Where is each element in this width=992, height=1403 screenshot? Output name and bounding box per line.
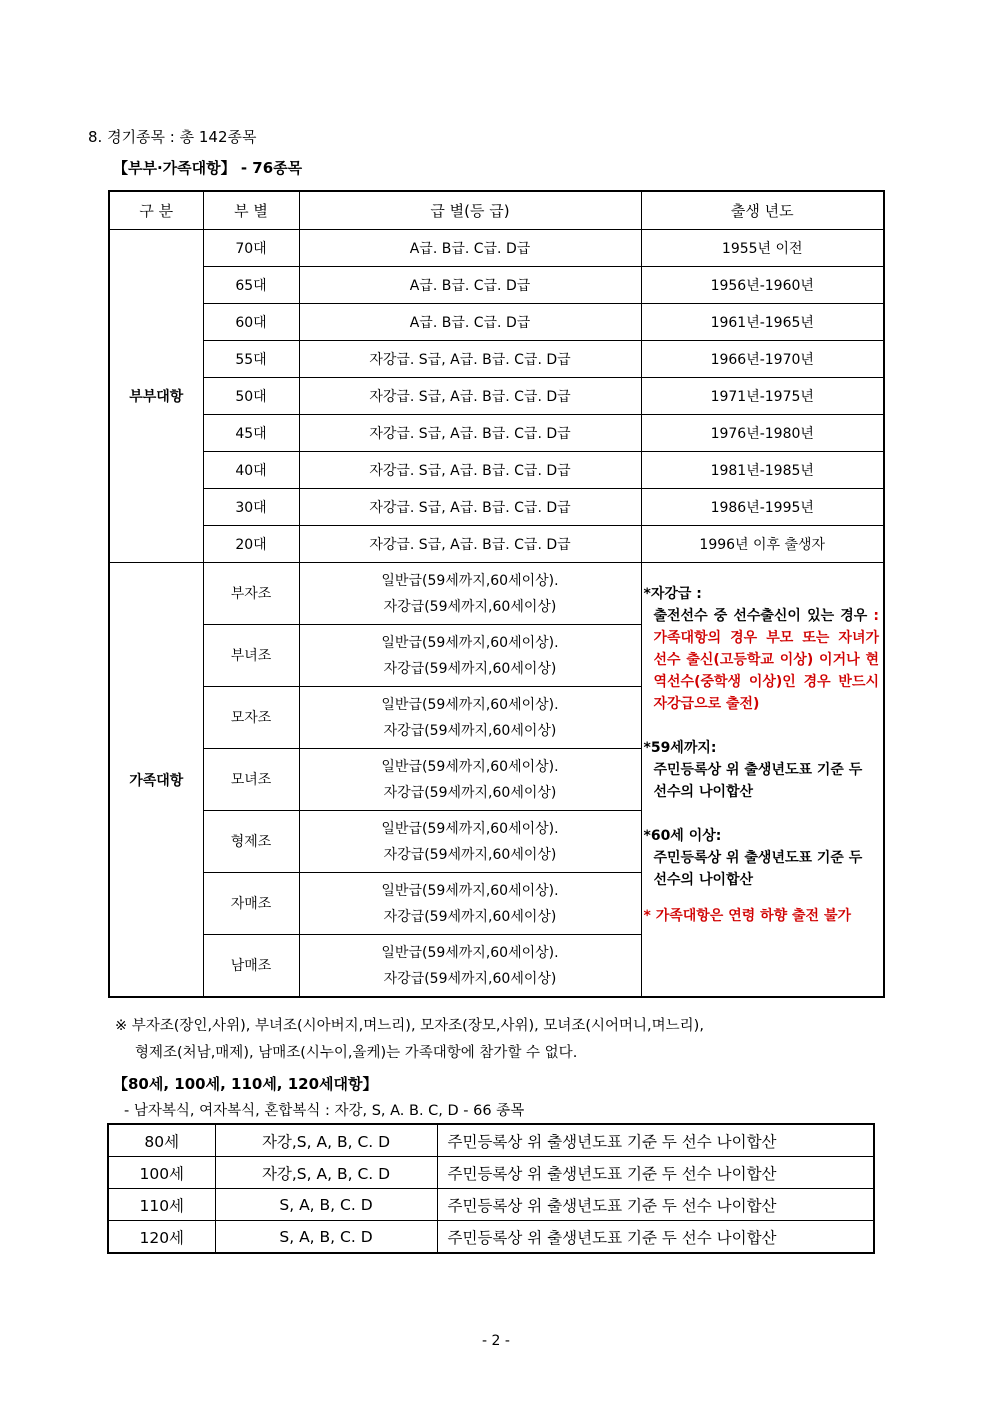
grade-cell bbox=[299, 935, 641, 998]
table-row bbox=[109, 415, 884, 452]
grade-cell: 자강급. S급, A급. B급. C급. D급 bbox=[299, 526, 641, 563]
table-row bbox=[109, 452, 884, 489]
note-title: *자강급 : bbox=[643, 586, 702, 602]
division-cell: 60대 bbox=[203, 304, 299, 341]
page-number: - 2 - bbox=[482, 1333, 510, 1349]
year-cell: 1976년-1980년 bbox=[641, 415, 884, 452]
division-cell: 40대 bbox=[203, 452, 299, 489]
division-cell: 55대 bbox=[203, 341, 299, 378]
division-cell: 부녀조 bbox=[203, 625, 299, 687]
grade-cell: 자강급. S급, A급. B급. C급. D급 bbox=[299, 452, 641, 489]
year-cell: 1971년-1975년 bbox=[641, 378, 884, 415]
grade-cell: A급. B급. C급. D급 bbox=[299, 267, 641, 304]
table-row bbox=[108, 1189, 874, 1221]
note-body: 주민등록상 위 출생년도표 기준 두 선수의 나이합산 bbox=[653, 850, 863, 888]
grade-line: 일반급(59세까지,60세이상). bbox=[381, 820, 559, 837]
table-row bbox=[108, 1124, 874, 1157]
grade-cell bbox=[299, 625, 641, 687]
note-warning: * 가족대항은 연령 하향 출전 불가 bbox=[643, 908, 852, 924]
desc-cell: 주민등록상 위 출생년도표 기준 두 선수 나이합산 bbox=[437, 1221, 874, 1254]
table-row bbox=[109, 526, 884, 563]
table-row bbox=[109, 489, 884, 526]
header-birth-year: 출생 년도 bbox=[641, 191, 884, 230]
header-category: 구 분 bbox=[109, 191, 203, 230]
header-grade: 급 별(등 급) bbox=[299, 191, 641, 230]
grade-cell: 자강급. S급, A급. B급. C급. D급 bbox=[299, 378, 641, 415]
note-body bbox=[644, 605, 880, 715]
grade-line: 자강급(59세까지,60세이상) bbox=[383, 598, 557, 615]
year-cell: 1981년-1985년 bbox=[641, 452, 884, 489]
year-cell: 1955년 이전 bbox=[641, 230, 884, 267]
table-row bbox=[108, 1221, 874, 1254]
division-cell: 50대 bbox=[203, 378, 299, 415]
grade-line: 자강급(59세까지,60세이상) bbox=[383, 722, 557, 739]
grade-line: 일반급(59세까지,60세이상). bbox=[381, 572, 559, 589]
year-cell: 1961년-1965년 bbox=[641, 304, 884, 341]
couple-group-label: 부부대항 bbox=[109, 230, 203, 563]
footnote-line: 형제조(처남,매제), 남매조(시누이,올케)는 가족대항에 참가할 수 없다. bbox=[135, 1045, 578, 1061]
grade-line: 자강급(59세까지,60세이상) bbox=[383, 908, 557, 925]
year-cell: 1956년-1960년 bbox=[641, 267, 884, 304]
grade-cell: A급. B급. C급. D급 bbox=[299, 230, 641, 267]
table-row bbox=[109, 230, 884, 267]
table-row bbox=[108, 1157, 874, 1189]
grade-cell bbox=[299, 687, 641, 749]
grade-cell: 자강급. S급, A급. B급. C급. D급 bbox=[299, 415, 641, 452]
section2-title: 【80세, 100세, 110세, 120세대항】 bbox=[113, 1075, 378, 1093]
division-cell: 형제조 bbox=[203, 811, 299, 873]
note-warning: : 가족대항의 경우 부모 또는 자녀가 선수 출신(고등학교 이상) 이거나 현역선수(중학생 이상)인 경우 반드시 자강급으로 출전) bbox=[653, 608, 879, 712]
grade-cell: 자강급. S급, A급. B급. C급. D급 bbox=[299, 341, 641, 378]
section2-subtitle: - 남자복식, 여자복식, 혼합복식 : 자강, S, A. B. C, D - 66 종목 bbox=[124, 1103, 525, 1119]
section1-title: 【부부·가족대항】 - 76종목 bbox=[113, 159, 303, 177]
grade-cell: S, A, B, C. D bbox=[215, 1189, 437, 1221]
division-cell: 남매조 bbox=[203, 935, 299, 998]
grade-line: 자강급(59세까지,60세이상) bbox=[383, 660, 557, 677]
footnote-line: ※ 부자조(장인,사위), 부녀조(시아버지,며느리), 모자조(장모,사위), 모녀조(시어머니,며느리), bbox=[115, 1018, 704, 1034]
age-cell: 100세 bbox=[108, 1157, 215, 1189]
division-cell: 20대 bbox=[203, 526, 299, 563]
grade-cell: A급. B급. C급. D급 bbox=[299, 304, 641, 341]
header-division: 부 별 bbox=[203, 191, 299, 230]
division-cell: 45대 bbox=[203, 415, 299, 452]
grade-cell bbox=[299, 873, 641, 935]
table-row bbox=[109, 341, 884, 378]
grade-line: 일반급(59세까지,60세이상). bbox=[381, 758, 559, 775]
division-cell: 모녀조 bbox=[203, 749, 299, 811]
grade-cell: 자강,S, A, B, C. D bbox=[215, 1124, 437, 1157]
note-body: 주민등록상 위 출생년도표 기준 두 선수의 나이합산 bbox=[653, 762, 863, 800]
family-group-label: 가족대항 bbox=[109, 563, 203, 998]
desc-cell: 주민등록상 위 출생년도표 기준 두 선수 나이합산 bbox=[437, 1124, 874, 1157]
table-row bbox=[109, 304, 884, 341]
grade-cell bbox=[299, 749, 641, 811]
year-cell: 1986년-1995년 bbox=[641, 489, 884, 526]
age-cell: 110세 bbox=[108, 1189, 215, 1221]
age-cell: 80세 bbox=[108, 1124, 215, 1157]
grade-line: 일반급(59세까지,60세이상). bbox=[381, 696, 559, 713]
division-cell: 자매조 bbox=[203, 873, 299, 935]
grade-cell: 자강,S, A, B, C. D bbox=[215, 1157, 437, 1189]
table-row bbox=[109, 378, 884, 415]
table-row bbox=[109, 563, 884, 625]
division-cell: 70대 bbox=[203, 230, 299, 267]
notes-cell bbox=[641, 563, 884, 998]
section-heading: 8. 경기종목 : 총 142종목 bbox=[88, 128, 257, 146]
desc-cell: 주민등록상 위 출생년도표 기준 두 선수 나이합산 bbox=[437, 1157, 874, 1189]
grade-line: 자강급(59세까지,60세이상) bbox=[383, 970, 557, 987]
grade-line: 자강급(59세까지,60세이상) bbox=[383, 784, 557, 801]
age-cell: 120세 bbox=[108, 1221, 215, 1254]
desc-cell: 주민등록상 위 출생년도표 기준 두 선수 나이합산 bbox=[437, 1189, 874, 1221]
grade-cell: 자강급. S급, A급. B급. C급. D급 bbox=[299, 489, 641, 526]
grade-line: 일반급(59세까지,60세이상). bbox=[381, 944, 559, 961]
division-cell: 부자조 bbox=[203, 563, 299, 625]
year-cell: 1966년-1970년 bbox=[641, 341, 884, 378]
grade-cell bbox=[299, 563, 641, 625]
couple-family-table bbox=[108, 190, 885, 998]
grade-line: 일반급(59세까지,60세이상). bbox=[381, 634, 559, 651]
table-header-row bbox=[109, 191, 884, 230]
grade-cell: S, A, B, C. D bbox=[215, 1221, 437, 1254]
grade-line: 일반급(59세까지,60세이상). bbox=[381, 882, 559, 899]
footnote bbox=[115, 1013, 704, 1067]
note-text: 출전선수 중 선수출신이 있는 경우 bbox=[653, 608, 868, 624]
division-cell: 65대 bbox=[203, 267, 299, 304]
grade-cell bbox=[299, 811, 641, 873]
senior-doubles-table bbox=[107, 1123, 875, 1254]
year-cell: 1996년 이후 출생자 bbox=[641, 526, 884, 563]
note-title: *59세까지: bbox=[643, 740, 717, 756]
division-cell: 30대 bbox=[203, 489, 299, 526]
note-title: *60세 이상: bbox=[643, 828, 722, 844]
grade-line: 자강급(59세까지,60세이상) bbox=[383, 846, 557, 863]
table-row bbox=[109, 267, 884, 304]
division-cell: 모자조 bbox=[203, 687, 299, 749]
